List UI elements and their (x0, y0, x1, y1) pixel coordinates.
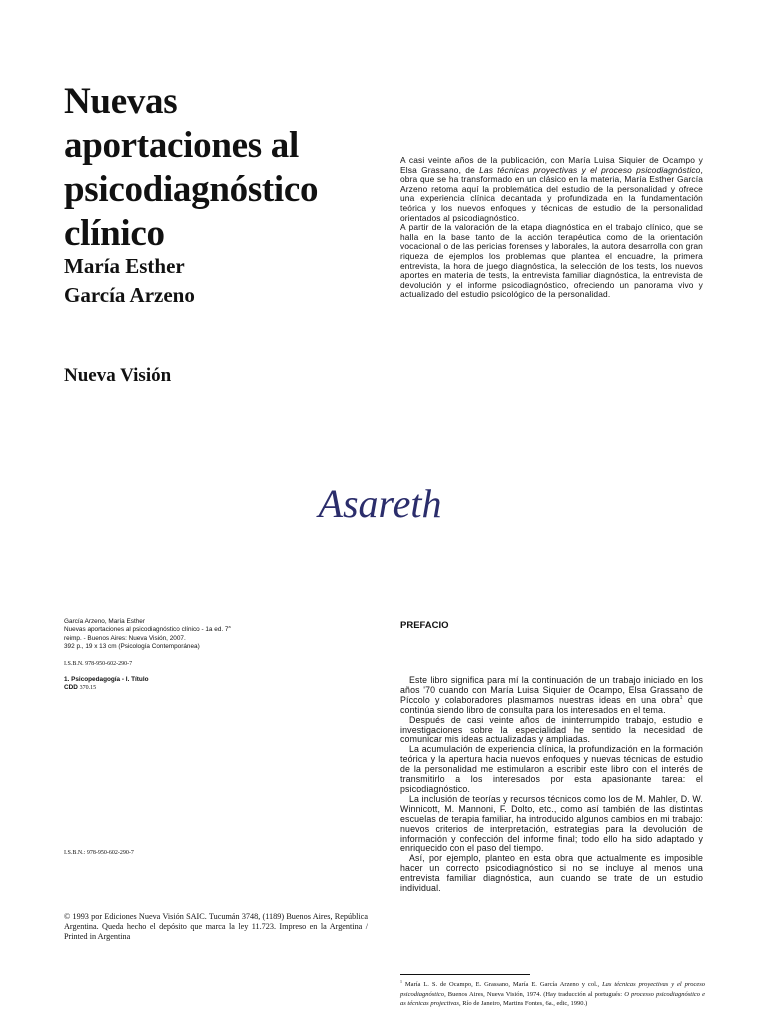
footnote-number: 1 (400, 979, 402, 984)
blurb-cited-title: Las técnicas proyectivas y el proceso psicodiagnóstico (479, 164, 701, 175)
footnote-cited-title: O processo psicodiagnóstico e as técnicas projectivas (400, 990, 706, 1008)
blurb-paragraph (400, 156, 703, 223)
footnote-divider (400, 974, 530, 975)
footnote (400, 980, 705, 1009)
cdd-value: 370.15 (79, 685, 97, 692)
catalog-cdd (64, 684, 324, 692)
preface-paragraph: La inclusión de teorías y recursos técnicos como los de M. Mahler, D. W. Winnicott, M. Mannoni, F. Dolto, etc., como así también de las distintas escuelas de terapia familiar, ha introducido algunos cambios en mi trabajo: nuevos criterios de interpretación, estrategias para la devolución de información y confección del informe final; todo ello ha sido adaptado y enriquecido con el paso del tiempo. (400, 793, 703, 854)
book-title (64, 80, 364, 256)
title-line: psicodiagnóstico (64, 169, 319, 210)
title-line: Nuevas (64, 81, 178, 122)
footnote-text: , Buenos Aires, Nueva Visión, 1974. (Hay traducción al portugués: (444, 990, 625, 998)
catalog-physical: 392 p., 19 x 13 cm (Psicología Contemporánea) (64, 643, 200, 651)
footnote-text: , Río de Janeiro, Martins Fontes, 6a., edic, 1990.) (458, 1000, 588, 1008)
footnote-cited-title: Las técnicas proyectivas y el proceso psicodiagnóstico (400, 981, 705, 998)
title-line: clínico (64, 213, 165, 254)
blurb-text: A casi veinte años de la publicación, con María Luisa Siquier de Ocampo y Elsa Grassano, de (400, 155, 703, 175)
preface-text: que continúa siendo libro de consulta para los interesados en el tema. (400, 694, 703, 715)
author-line: María Esther (64, 254, 185, 278)
catalog-isbn: I.S.B.N. 978-950-602-290-7 (64, 660, 133, 667)
preface-paragraph: Después de casi veinte años de ininterrumpido trabajo, estudio e investigaciones sobre la especialidad he sentido la necesidad de comunicar mis ideas actualizadas y ampliadas. (400, 714, 703, 745)
preface-paragraph: Así, por ejemplo, planteo en esta obra que actualmente es imposible hacer un correcto psicodiagnóstico si no se incluye al menos una entrevista familiar diagnóstica, aun cuando se trate de un estudio individual. (400, 853, 703, 894)
blurb-text: , obra que se ha transformado en un clásico en la materia, María Esther García Arzeno retoma aquí la problemática del estudio de la personalidad y ofrece una experiencia clínica decantada y profundizada en la fundamentación teórica y los nuevos enfoques y técnicas de estudio de la personalidad orientados al psicodiagnóstico. (400, 164, 703, 223)
catalog-edition-sup: a (228, 625, 231, 630)
catalog-imprint: reimp. - Buenos Aires: Nueva Visión, 2007. (64, 634, 186, 642)
signature-watermark: Asareth (318, 481, 442, 526)
catalog-subject: 1. Psicopedagogía - I. Título (64, 676, 149, 684)
cdd-label: CDD (64, 684, 78, 692)
isbn-line: I.S.B.N.: 978-950-602-290-7 (64, 850, 134, 856)
book-author (64, 252, 324, 310)
author-line: García Arzeno (64, 283, 195, 307)
catalog-author: García Arzeno, María Esther (64, 618, 145, 625)
catalog-title-text: Nuevas aportaciones al psicodiagnóstico clínico - 1a ed. 7 (64, 626, 229, 634)
preface-body (400, 676, 703, 894)
title-line: aportaciones al (64, 125, 299, 166)
blurb-paragraph: A partir de la valoración de la etapa diagnóstica en el trabajo clínico, que se halla en la base tanto de la acción terapéutica como de la orientación vocacional o de las pericias forenses y laborales, la autora desarrolla con gran riqueza de ejemplos los problemas que plantea el encuadre, la primera entrevista, la hora de juego diagnóstica, la selección de los tests, los nuevos aportes en materia de tests, la entrevista familiar diagnóstica, la entrevista de devolución y el informe psicodiagnóstico, ofreciendo un panorama vivo y actualizado del estudio psicológico de la personalidad. (400, 222, 703, 300)
catalog-title (64, 626, 324, 634)
preface-heading: PREFACIO (400, 620, 449, 631)
preface-paragraph (400, 676, 703, 716)
publisher-name: Nueva Visión (64, 365, 172, 386)
preface-paragraph: La acumulación de experiencia clínica, la profundización en la formación teórica y la apertura hacia nuevos enfoques y nuevas técnicas de estudio de la personalidad me estimularon a escribir este libro con el interés de transmitirlo a los interesados por esta apasionante tarea: el psicodiagnóstico. (400, 744, 703, 794)
cataloging-record (64, 618, 324, 693)
footnote-text: María L. S. de Ocampo, E. Grassano, María E. García Arzeno y col., (401, 981, 603, 988)
preface-text: Este libro significa para mí la continuación de un trabajo iniciado en los años '70 cuando con María Luisa Siquier de Ocampo, Elsa Grassano de Píccolo y colaboradores plasmamos nuestras ideas en una obra (400, 675, 703, 705)
back-cover-blurb (400, 156, 703, 300)
footnote-ref: 1 (679, 694, 683, 701)
copyright-notice: © 1993 por Ediciones Nueva Visión SAIC. Tucumán 3748, (1189) Buenos Aires, República Argentina. Queda hecho el depósito que marca la ley 11.723. Impreso en la Argentina / Printed in Argentina (64, 912, 368, 941)
